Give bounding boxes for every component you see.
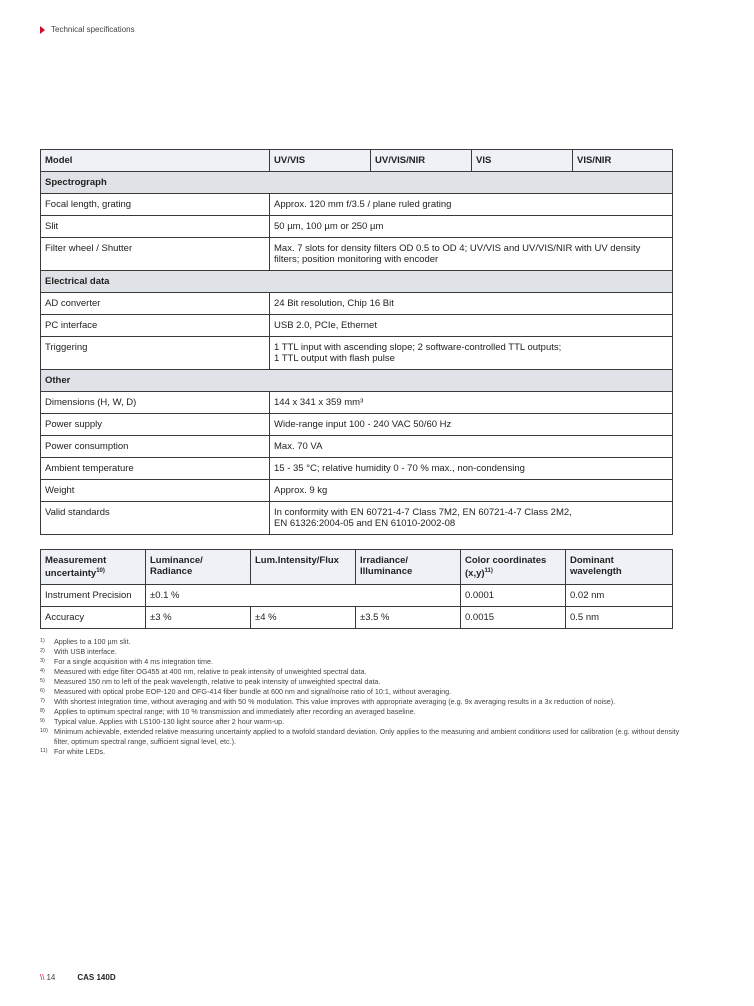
row-label: Valid standards — [41, 502, 270, 535]
footnote: 11) For white LEDs. — [40, 747, 106, 756]
section-title: Other — [41, 370, 673, 392]
page-header — [40, 25, 135, 34]
row-value: Wide-range input 100 - 240 VAC 50/60 Hz — [270, 414, 673, 436]
header-vis-nir: VIS/NIR — [573, 150, 673, 172]
section-row — [41, 370, 673, 392]
row-label: Instrument Precision — [41, 585, 146, 607]
header-uv-vis: UV/VIS — [270, 150, 371, 172]
row-label: Weight — [41, 480, 270, 502]
uncertainty-table — [40, 549, 673, 629]
row-label: Slit — [41, 216, 270, 238]
table-row — [41, 315, 673, 337]
table-row — [41, 414, 673, 436]
uncertainty-header-row — [41, 550, 673, 585]
row-value: Max. 7 slots for density filters OD 0.5 to OD 4; UV/VIS and UV/VIS/NIR with UV density filters; position monitoring with encoder — [270, 238, 673, 271]
section-row — [41, 271, 673, 293]
row-value: Max. 70 VA — [270, 436, 673, 458]
footnote: 5) Measured 150 nm to left of the peak wavelength, relative to peak intensity of unweighted spectral data. — [40, 677, 381, 686]
value-line-1: In conformity with EN 60721-4-7 Class 7M2, EN 60721-4-7 Class 2M2, — [274, 507, 572, 518]
table-row — [41, 194, 673, 216]
footnote: 1) Applies to a 100 µm slit. — [40, 637, 131, 646]
table-row — [41, 607, 673, 629]
footnote: 4) Measured with edge filter OG455 at 400 nm, relative to peak intensity of unweighted spectral data. — [40, 667, 367, 676]
row-label: Filter wheel / Shutter — [41, 238, 270, 271]
precision-wavelength: 0.02 nm — [566, 585, 673, 607]
footnote: 8) Applies to optimum spectral range; with 10 % transmission and immediately after recording an averaged baseline. — [40, 707, 416, 716]
header-color-coordinates: Color coordinates $(x,y)^{11)}$ — [461, 550, 566, 585]
value-line-2: 1 TTL output with flash pulse — [274, 353, 395, 364]
row-value: USB 2.0, PCIe, Ethernet — [270, 315, 673, 337]
red-triangle-icon — [40, 26, 45, 34]
header-lum-intensity: Lum.Intensity/Flux — [251, 550, 356, 585]
footnote: 3) For a single acquisition with 4 ms integration time. — [40, 657, 213, 666]
header-measurement-uncertainty: Measurement uncertainty$^{10)}$ — [41, 550, 146, 585]
header-dominant-wavelength: Dominant wavelength — [566, 550, 673, 585]
header-vis: VIS — [472, 150, 573, 172]
row-value: Approx. 9 kg — [270, 480, 673, 502]
doc-title: CAS 140D — [77, 973, 116, 982]
footnote: 9) Typical value. Applies with LS100-130 light source after 2 hour warm-up. — [40, 717, 285, 726]
footnote: 2) With USB interface. — [40, 647, 117, 656]
row-label: AD converter — [41, 293, 270, 315]
value-line-2: EN 61326:2004-05 and EN 61010-2002-08 — [274, 518, 456, 529]
row-value: Approx. 120 mm f/3.5 / plane ruled grating — [270, 194, 673, 216]
accuracy-irradiance: ±3.5 % — [356, 607, 461, 629]
table-row — [41, 392, 673, 414]
row-label: Accuracy — [41, 607, 146, 629]
footnote: 10) Minimum achievable, extended relative measuring uncertainty applied to a twofold standard deviation. Only applies to the measuring and ambient conditions used for calibration (e.g. without density filter, optimum spectral range, sufficient signal level, etc.). — [40, 727, 680, 746]
row-label: Power consumption — [41, 436, 270, 458]
table-row — [41, 436, 673, 458]
row-label: Ambient temperature — [41, 458, 270, 480]
precision-color: 0.0001 — [461, 585, 566, 607]
table-row — [41, 293, 673, 315]
accuracy-luminance: ±3 % — [146, 607, 251, 629]
row-label: PC interface — [41, 315, 270, 337]
spec-table — [40, 149, 673, 535]
value-line-1: 1 TTL input with ascending slope; 2 software-controlled TTL outputs; — [274, 342, 562, 353]
section-title: Spectrograph — [41, 172, 673, 194]
header-uv-vis-nir: UV/VIS/NIR — [371, 150, 472, 172]
row-label: Power supply — [41, 414, 270, 436]
table-row — [41, 238, 673, 271]
precision-value: ±0.1 % — [146, 585, 461, 607]
row-label: Triggering — [41, 337, 270, 370]
spec-header-row — [41, 150, 673, 172]
row-value: 15 - 35 °C; relative humidity 0 - 70 % max., non-condensing — [270, 458, 673, 480]
slashes-icon: \\ — [40, 973, 45, 982]
accuracy-intensity: ±4 % — [251, 607, 356, 629]
page-footer — [40, 973, 116, 982]
section-row — [41, 172, 673, 194]
row-value — [270, 337, 673, 370]
row-value: 24 Bit resolution, Chip 16 Bit — [270, 293, 673, 315]
table-row — [41, 458, 673, 480]
table-row — [41, 480, 673, 502]
header-model: Model — [41, 150, 270, 172]
row-value: 50 µm, 100 µm or 250 µm — [270, 216, 673, 238]
section-title: Technical specifications — [51, 25, 135, 34]
section-title: Electrical data — [41, 271, 673, 293]
accuracy-wavelength: 0.5 nm — [566, 607, 673, 629]
accuracy-color: 0.0015 — [461, 607, 566, 629]
table-row — [41, 337, 673, 370]
row-value: 144 x 341 x 359 mm³ — [270, 392, 673, 414]
row-label: Dimensions (H, W, D) — [41, 392, 270, 414]
table-row — [41, 216, 673, 238]
page-number: 14 — [46, 973, 56, 982]
table-row — [41, 585, 673, 607]
footnote: 7) With shortest integration time, without averaging and with 50 % modulation. This value improves with appropriate averaging (e.g. 9x averaging results in a 3x reduction of noise). — [40, 697, 616, 706]
footnotes — [40, 637, 680, 757]
header-luminance: Luminance/ Radiance — [146, 550, 251, 585]
header-irradiance: Irradiance/ Illuminance — [356, 550, 461, 585]
row-label: Focal length, grating — [41, 194, 270, 216]
row-value — [270, 502, 673, 535]
footnote: 6) Measured with optical probe EOP-120 and OFG-414 fiber bundle at 600 nm and signal/noise ratio of 10:1, without averaging. — [40, 687, 452, 696]
table-row — [41, 502, 673, 535]
